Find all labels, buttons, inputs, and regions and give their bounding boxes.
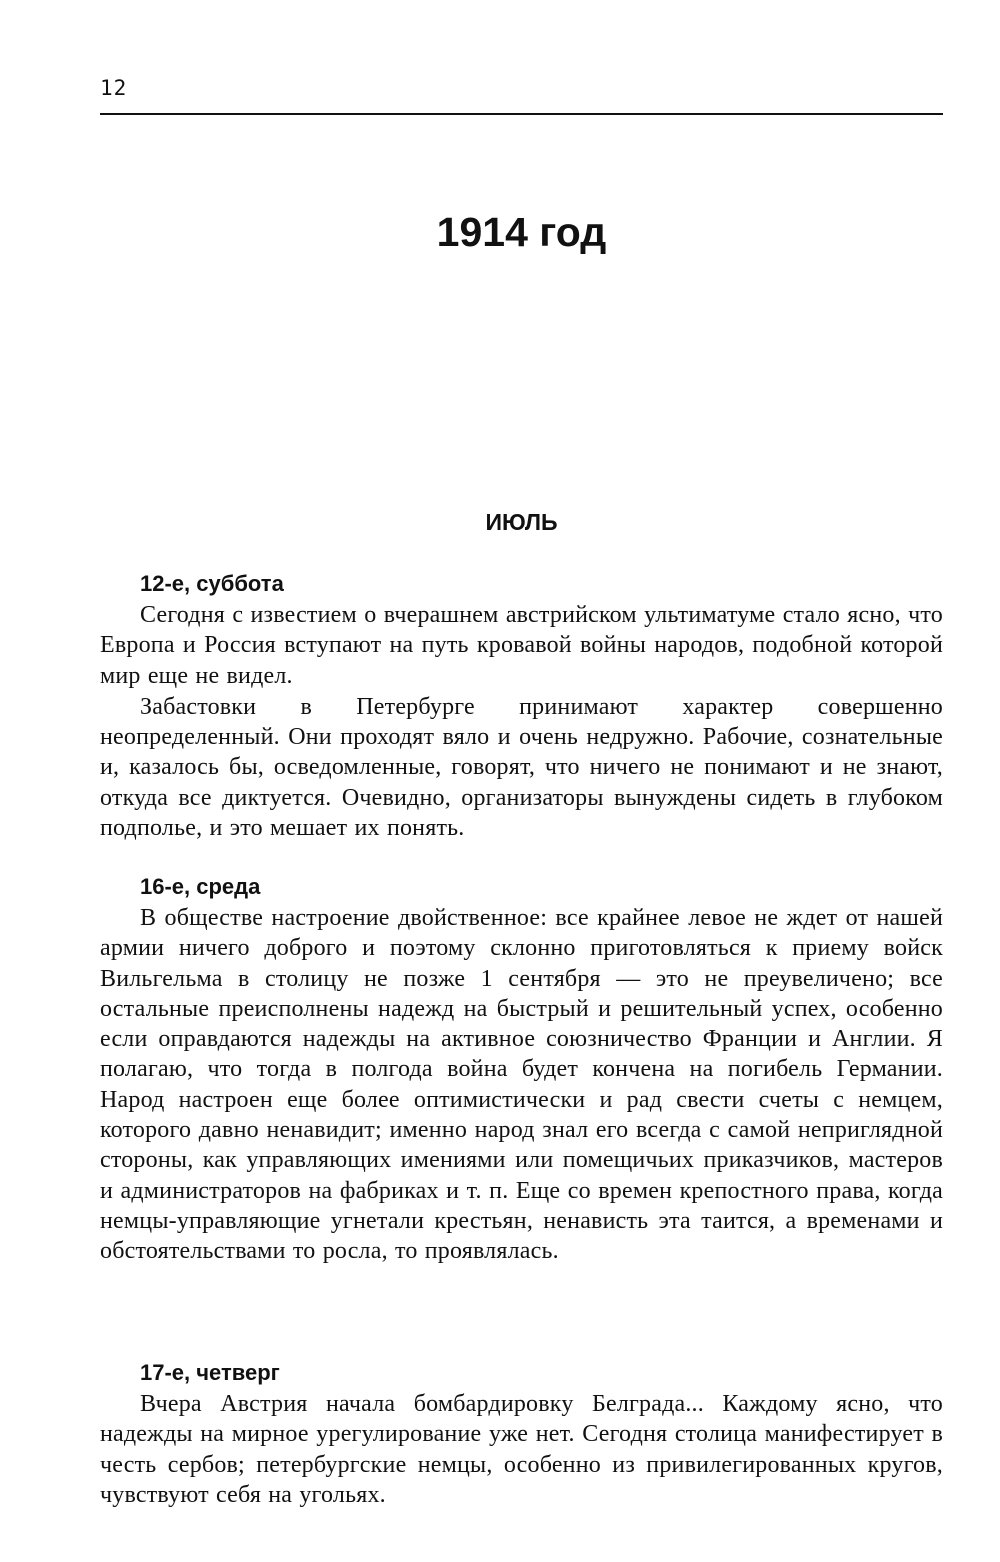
diary-entry-17 <box>100 1357 943 1510</box>
page-number: 12 <box>100 76 128 100</box>
entry-date-heading: 17-е, четверг <box>140 1360 280 1385</box>
diary-entry-12 <box>100 568 943 843</box>
entry-date-heading: 12-е, суббота <box>140 571 284 596</box>
entry-paragraph: В обществе настроение двойственное: все крайнее левое не ждет от нашей армии ничего доброго и поэтому склонно приготовляться к приему войск Вильгельма в столицу не позже 1 сентября — это не преувеличено; все остальные преисполнены надежд на быстрый и решительный успех, особенно если оправдаются надежды на активное союзничество Франции и Англии. Я полагаю, что тогда в полгода война будет кончена на погибель Германии. Народ настроен еще более оптимистически и рад свести счеты с немцем, которого давно ненавидит; именно народ знал его всегда с самой неприглядной стороны, как управляющих имениями или помещичьих приказчиков, мастеров и администраторов на фабриках и т. п. Еще со времен крепостного права, когда немцы-управляющие угнетали крестьян, ненависть эта таится, а временами и обстоятельствами то росла, то проявлялась. <box>100 905 943 1265</box>
header-rule <box>100 113 943 115</box>
month-title: ИЮЛЬ <box>485 509 558 535</box>
entry-paragraph: Забастовки в Петербурге принимают характер совершенно неопределенный. Они проходят вяло и очень недружно. Рабочие, сознательные и, казалось бы, осведомленные, говорят, что ничего не понимают и не знают, откуда все диктуется. Очевидно, организаторы вынуждены сидеть в глубоком подполье, и это мешает их понять. <box>100 693 943 842</box>
diary-entry-16 <box>100 871 943 1267</box>
entry-date-heading: 16-е, среда <box>140 874 261 899</box>
entry-paragraph: Вчера Австрия начала бомбардировку Белграда... Каждому ясно, что надежды на мирное урегулирование уже нет. Сегодня столица манифестирует в честь сербов; петербургские немцы, особенно из привилегированных кругов, чувствуют себя на угольях. <box>100 1391 943 1508</box>
year-title: 1914 год <box>436 209 607 255</box>
entry-paragraph: Сегодня с известием о вчерашнем австрийском ультиматуме стало ясно, что Европа и Россия вступают на путь кровавой войны народов, подобной которой мир еще не видел. <box>100 602 943 689</box>
